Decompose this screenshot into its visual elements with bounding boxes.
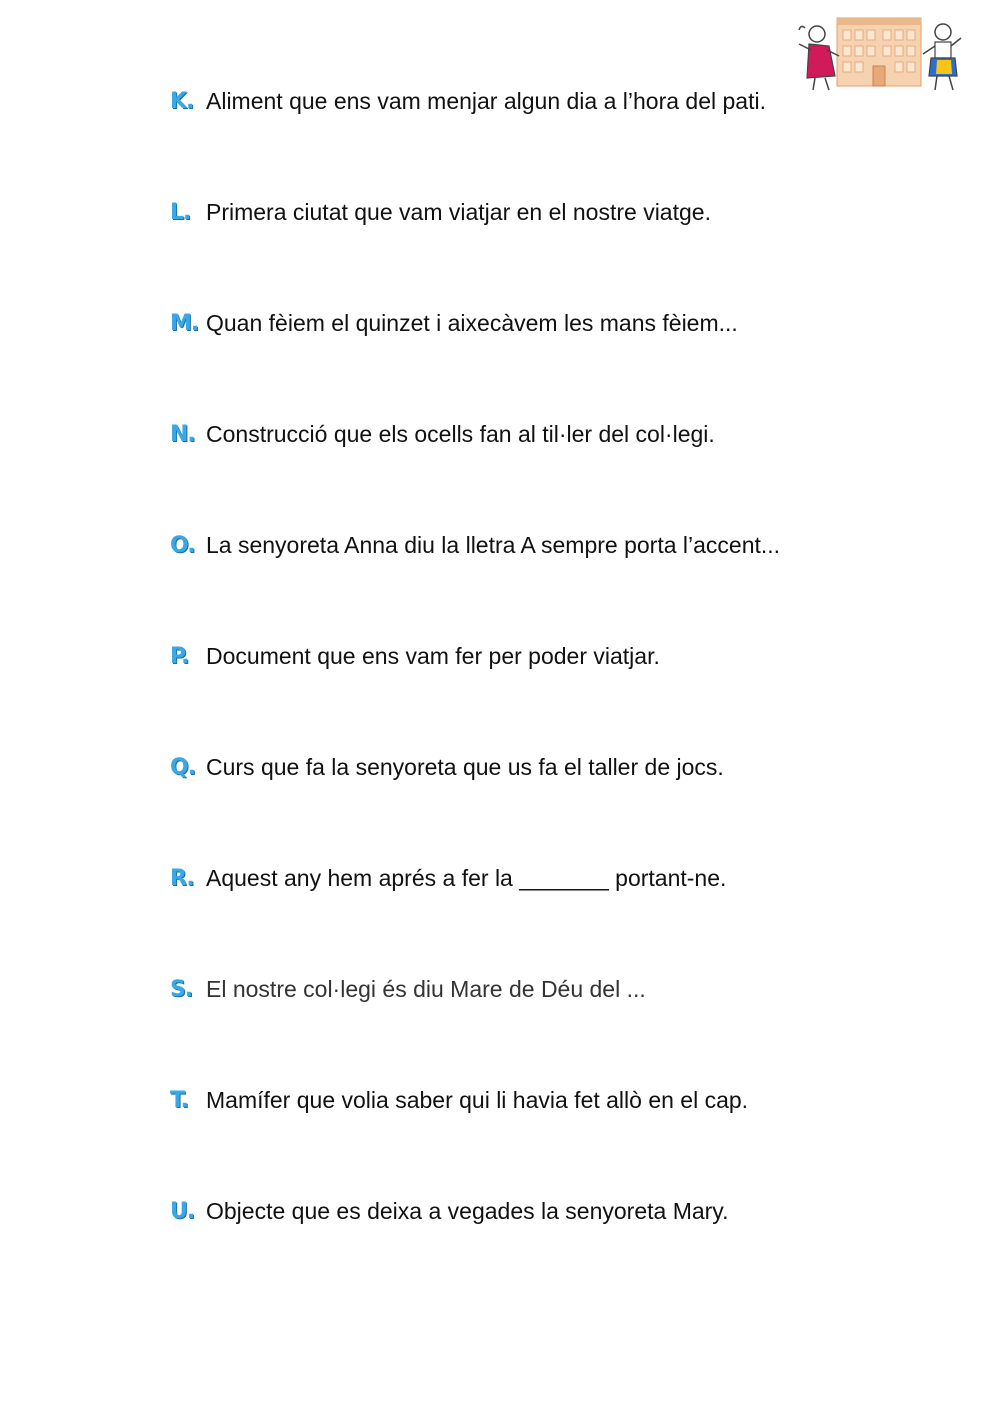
- clue-letter: K.: [170, 88, 194, 114]
- clue-letter: O.: [170, 532, 195, 558]
- clue-text: Document que ens vam fer per poder viatjar.: [206, 642, 660, 669]
- clue-t: [170, 1083, 748, 1117]
- clue-letter: N.: [170, 421, 195, 447]
- clue-text: Aquest any hem aprés a fer la _______ portant-ne.: [206, 864, 727, 891]
- clue-text: Objecte que es deixa a vegades la senyoreta Mary.: [206, 1197, 729, 1224]
- clue-text: El nostre col·legi és diu Mare de Déu del ...: [206, 975, 646, 1002]
- clue-letter: P.: [170, 643, 189, 669]
- clue-letter: L.: [170, 199, 191, 225]
- clue-q: [170, 750, 724, 784]
- clue-text: Curs que fa la senyoreta que us fa el taller de jocs.: [206, 753, 724, 780]
- clue-letter: Q.: [170, 754, 196, 780]
- clue-r: [170, 861, 726, 895]
- clue-text: Aliment que ens vam menjar algun dia a l’hora del pati.: [206, 87, 766, 114]
- clue-text: Primera ciutat que vam viatjar en el nostre viatge.: [206, 198, 711, 225]
- clue-text: La senyoreta Anna diu la lletra A sempre porta l’accent...: [206, 531, 781, 558]
- clue-m: [170, 306, 738, 340]
- clue-s: [170, 972, 646, 1006]
- clue-letter: U.: [170, 1198, 195, 1224]
- clue-p: [170, 639, 660, 673]
- clue-o: [170, 528, 780, 562]
- clue-text: Construcció que els ocells fan al til·ler del col·legi.: [206, 420, 715, 447]
- clue-letter: R.: [170, 865, 194, 891]
- school-logo: [795, 14, 963, 94]
- clue-n: [170, 417, 715, 451]
- clue-text: Quan fèiem el quinzet i aixecàvem les mans fèiem...: [206, 309, 738, 336]
- clue-l: [170, 195, 711, 229]
- clue-letter: S.: [170, 976, 193, 1002]
- clue-letter: M.: [170, 310, 199, 336]
- clue-k: [170, 84, 766, 118]
- clue-u: [170, 1194, 729, 1228]
- clue-letter: T.: [170, 1087, 189, 1113]
- clue-text: Mamífer que volia saber qui li havia fet allò en el cap.: [206, 1086, 749, 1113]
